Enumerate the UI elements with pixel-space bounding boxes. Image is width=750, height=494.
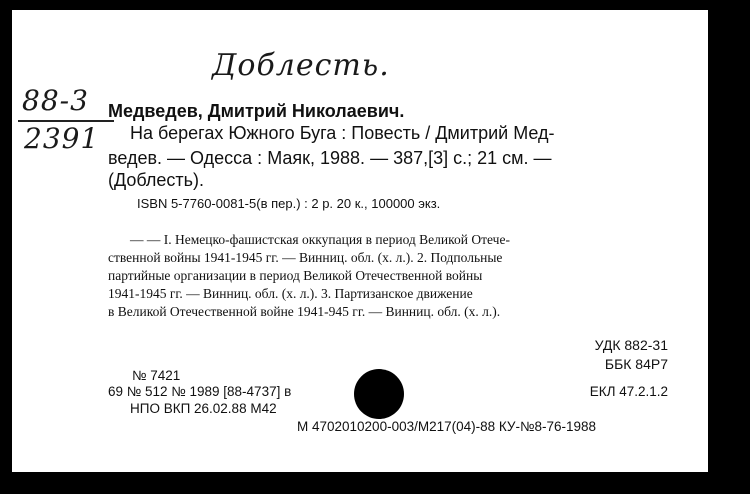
subject-line: 1941-1945 гг. — Винниц. обл. (х. л.). 3. Партизанское движение xyxy=(108,286,473,301)
m-index-line: М 4702010200-003/М217(04)-88 КУ-№8-76-1988 xyxy=(297,419,597,434)
punch-hole xyxy=(354,369,404,419)
npo-line: НПО ВКП 26.02.88 М42 xyxy=(130,401,277,416)
title-line-1: На берегах Южного Буга : Повесть / Дмитрий Мед- xyxy=(130,123,555,143)
subject-line: в Великой Отечественной войне 1941-945 гг. — Винниц. обл. (х. л.). xyxy=(108,304,501,319)
title-line-3: (Доблесть). xyxy=(108,170,205,190)
handwritten-shelf-mark-top: 88-3 xyxy=(22,84,89,117)
ekl-code: ЕКЛ 47.2.1.2 xyxy=(589,384,668,399)
author-heading: Медведев, Дмитрий Николаевич. xyxy=(108,101,405,121)
udk-code: УДК 882-31 xyxy=(594,337,668,353)
handwritten-shelf-mark-bottom: 2391 xyxy=(24,122,100,155)
print-line: 69 № 512 № 1989 [88-4737] в xyxy=(108,384,292,399)
bbk-code: ББК 84Р7 xyxy=(604,356,668,372)
isbn-line: ISBN 5-7760-0081-5(в пер.) : 2 р. 20 к., 100000 экз. xyxy=(137,196,441,211)
card-number: № 7421 xyxy=(132,368,181,383)
catalog-card xyxy=(12,10,708,472)
subject-line: — — I. Немецко-фашистская оккупация в период Великой Отече- xyxy=(130,232,510,247)
title-line-2: ведев. — Одесса : Маяк, 1988. — 387,[3] с.; 21 см. — xyxy=(108,148,552,168)
subject-line: ственной войны 1941-1945 гг. — Винниц. обл. (х. л.). 2. Подпольные xyxy=(108,250,503,265)
handwritten-series-note: Доблесть. xyxy=(212,48,390,83)
subject-line: партийные организации в период Великой Отечественной войны xyxy=(108,268,483,283)
